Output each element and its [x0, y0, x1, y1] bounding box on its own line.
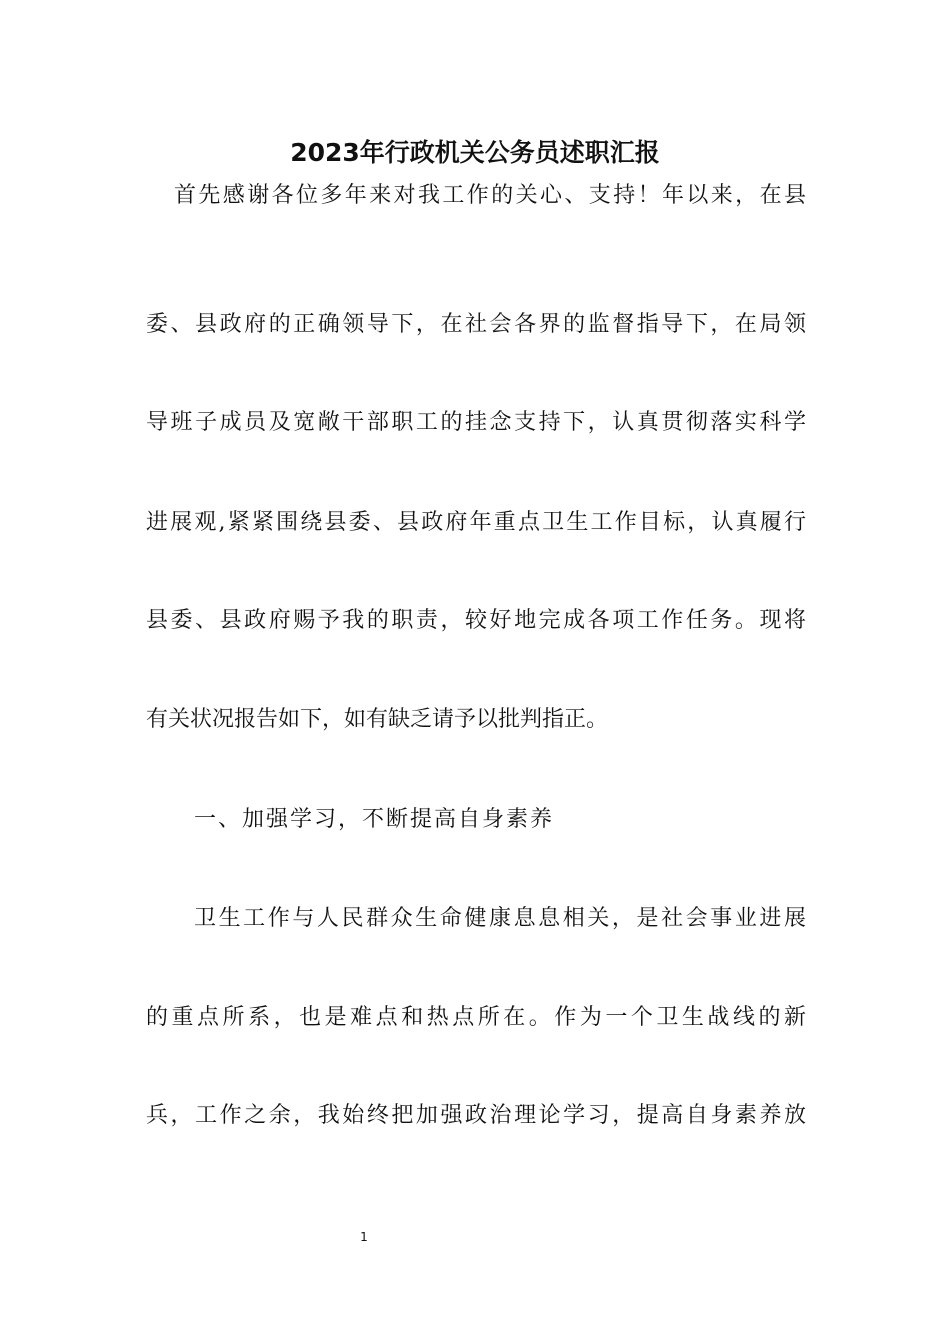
paragraph-line: 县委、县政府赐予我的职责，较好地完成各项工作任务。现将	[146, 608, 806, 633]
paragraph-line: 首先感谢各位多年来对我工作的关心、支持！年以来，在县	[174, 183, 806, 208]
document-title: 2023年行政机关公务员述职汇报	[290, 138, 660, 167]
section-heading: 一、加强学习，不断提高自身素养	[194, 807, 555, 832]
paragraph-line: 卫生工作与人民群众生命健康息息相关，是社会事业进展	[194, 906, 806, 931]
page-number: 1	[360, 1230, 368, 1244]
paragraph-line: 委、县政府的正确领导下，在社会各界的监督指导下，在局领	[146, 312, 806, 337]
paragraph-line: 导班子成员及宽敞干部职工的挂念支持下，认真贯彻落实科学	[146, 410, 806, 435]
paragraph-line: 的重点所系，也是难点和热点所在。作为一个卫生战线的新	[146, 1005, 806, 1030]
paragraph-line: 兵，工作之余，我始终把加强政治理论学习，提高自身素养放	[146, 1103, 806, 1128]
paragraph-line: 进展观,紧紧围绕县委、县政府年重点卫生工作目标，认真履行	[146, 510, 806, 535]
paragraph-line: 有关状况报告如下，如有缺乏请予以批判指正。	[146, 707, 609, 732]
